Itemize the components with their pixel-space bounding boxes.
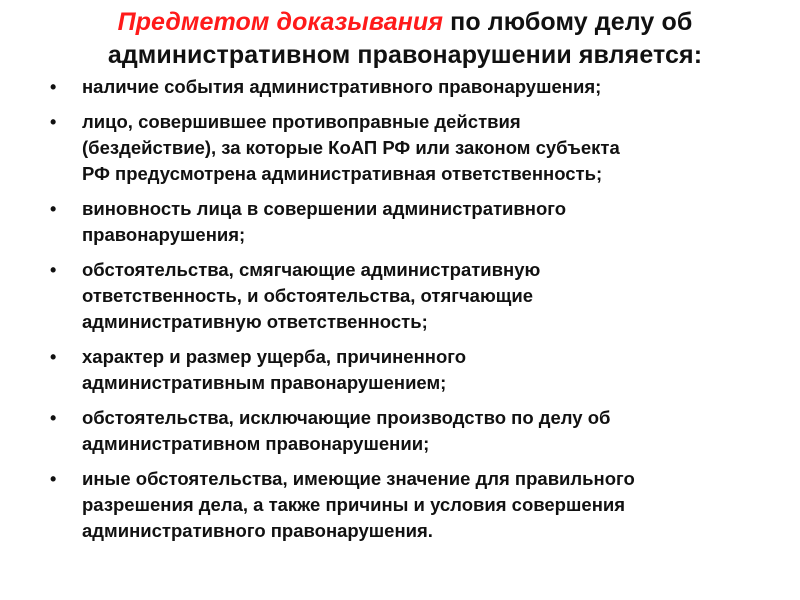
list-item <box>44 257 764 335</box>
list-item <box>44 344 764 396</box>
list-item-text: обстоятельства, исключающие производство по делу об <box>82 407 611 428</box>
list-item-text: лицо, совершившее противоправные действия <box>82 111 521 132</box>
list-item-text: наличие события административного правонарушения; <box>82 76 602 97</box>
list-item-text: административном правонарушении; <box>82 433 430 454</box>
list-item-text: правонарушения; <box>82 224 246 245</box>
slide-title <box>60 6 750 72</box>
list-item <box>44 74 764 100</box>
list-item <box>44 196 764 248</box>
title-line-2: административном правонарушении является: <box>107 41 703 69</box>
list-item-text: разрешения дела, а также причины и условия совершения <box>82 494 626 515</box>
list-item-text: характер и размер ущерба, причиненного <box>82 346 467 367</box>
title-line-1 <box>60 6 750 39</box>
list-item <box>44 405 764 457</box>
list-item-text: иные обстоятельства, имеющие значение для правильного <box>82 468 635 489</box>
list-item <box>44 466 764 544</box>
bullet-list <box>44 74 764 553</box>
list-item-text: административным правонарушением; <box>82 372 447 393</box>
bullet-icon: • <box>50 260 57 280</box>
list-item <box>44 109 764 187</box>
bullet-icon: • <box>50 408 57 428</box>
bullet-icon: • <box>50 347 57 367</box>
list-item-text: административную ответственность; <box>82 311 428 332</box>
bullet-icon: • <box>50 469 57 489</box>
list-item-text: обстоятельства, смягчающие административную <box>82 259 541 280</box>
title-rest: по любому делу об <box>443 8 693 36</box>
list-item-text: (бездействие), за которые КоАП РФ или законом субъекта <box>82 137 620 158</box>
list-item-text: РФ предусмотрена административная ответственность; <box>82 163 603 184</box>
list-item-text: административного правонарушения. <box>82 520 433 541</box>
bullet-icon: • <box>50 77 57 97</box>
list-item-text: виновность лица в совершении административного <box>82 198 567 219</box>
bullet-icon: • <box>50 199 57 219</box>
bullet-icon: • <box>50 112 57 132</box>
list-item-text: ответственность, и обстоятельства, отягчающие <box>82 285 534 306</box>
title-accent: Предметом доказывания <box>117 8 444 36</box>
